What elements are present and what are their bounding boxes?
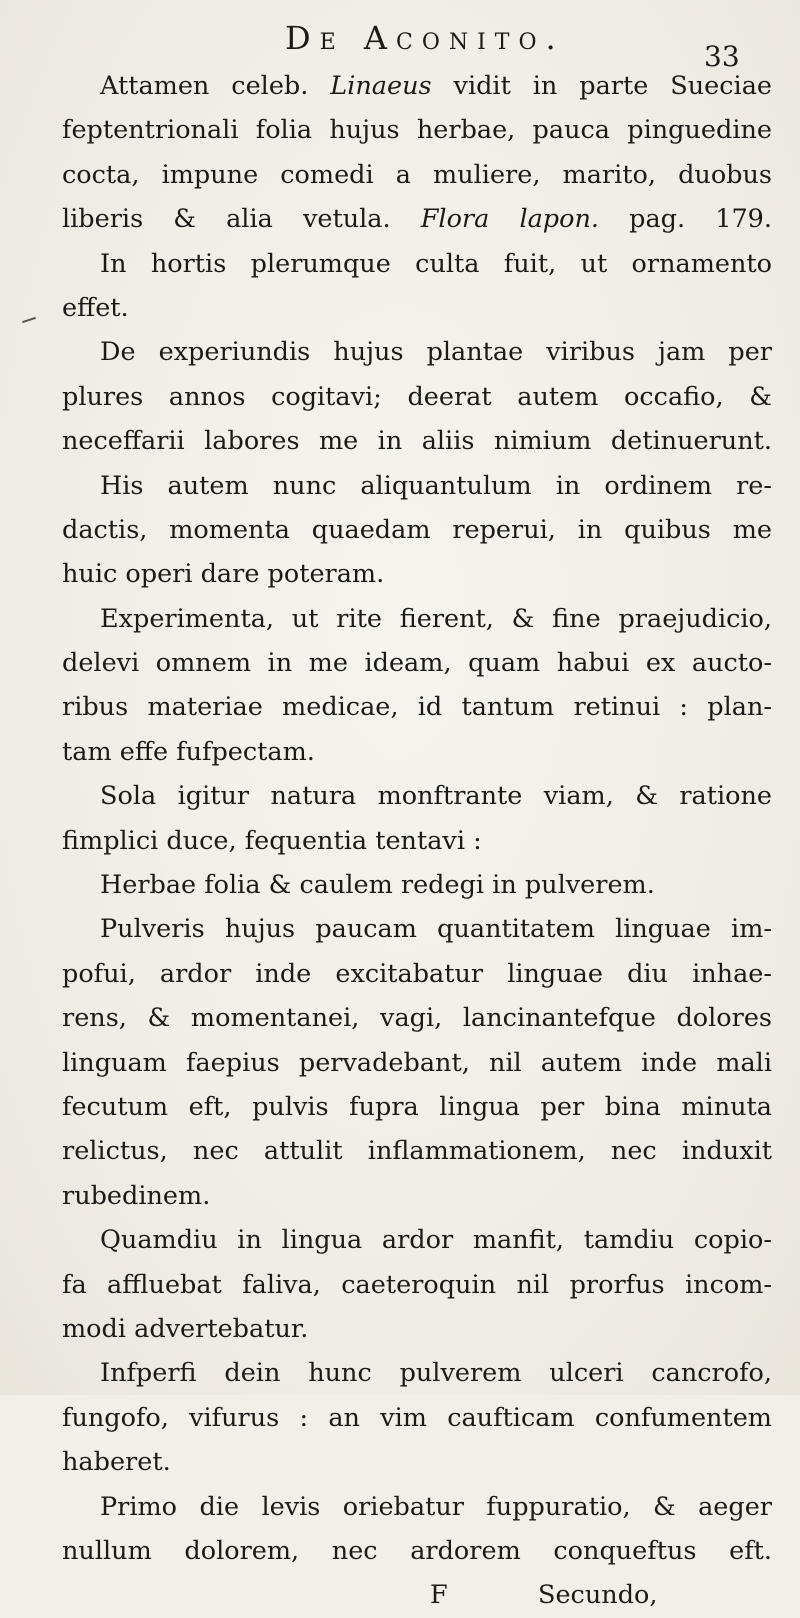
signature-mark: F bbox=[430, 1580, 448, 1611]
text-line: fungofo, vifurus : an vim caufticam confumentem bbox=[62, 1402, 772, 1433]
text-line: rubedinem. bbox=[62, 1180, 211, 1211]
text-line: fa affluebat faliva, caeteroquin nil prorfus incom- bbox=[62, 1269, 772, 1300]
text-line: ribus materiae medicae, id tantum retinui : plan- bbox=[62, 692, 772, 723]
page-footer bbox=[62, 1573, 772, 1617]
italic-reference: Flora lapon. bbox=[420, 204, 600, 235]
text-line: huic operi dare poteram. bbox=[62, 559, 385, 590]
text-line: De experiundis hujus plantae viribus jam per bbox=[100, 337, 772, 368]
text-line: Infperfi dein hunc pulverem ulceri cancrofo, bbox=[100, 1358, 772, 1389]
text-line: In hortis plerumque culta fuit, ut ornamento bbox=[100, 248, 772, 279]
text-line: cocta, impune comedi a muliere, marito, duobus bbox=[62, 159, 772, 190]
text-line: relictus, nec attulit inflammationem, nec induxit bbox=[62, 1136, 772, 1167]
text-line: rens, & momentanei, vagi, lancinantefque dolores bbox=[62, 1003, 772, 1034]
text-line: Herbae folia & caulem redegi in pulverem. bbox=[100, 870, 655, 901]
text-line: Pulveris hujus paucam quantitatem linguae im- bbox=[100, 914, 772, 945]
text-line: modi advertebatur. bbox=[62, 1313, 309, 1344]
text-line: His autem nunc aliquantulum in ordinem re- bbox=[100, 470, 772, 501]
text-line: tam effe fufpectam. bbox=[62, 736, 315, 767]
page-number: 33 bbox=[704, 40, 740, 73]
body-text bbox=[62, 64, 772, 1618]
text-line: nullum dolorem, nec ardorem conqueftus eft. bbox=[62, 1535, 772, 1566]
text-line: Quamdiu in lingua ardor manfit, tamdiu copio- bbox=[100, 1225, 772, 1256]
text-line: neceffarii labores me in aliis nimium detinuerunt. bbox=[62, 426, 772, 457]
text-line: fecutum eft, pulvis fupra lingua per bina minuta bbox=[62, 1091, 772, 1122]
text-line: pofui, ardor inde excitabatur linguae diu inhae- bbox=[62, 958, 772, 989]
running-title: De Aconito. bbox=[285, 19, 565, 57]
text-line: plures annos cogitavi; deerat autem occafio, & bbox=[62, 381, 772, 412]
catchword: Secundo, bbox=[538, 1580, 658, 1611]
page-header bbox=[0, 8, 800, 73]
text-line: Experimenta, ut rite fierent, & fine praejudicio, bbox=[100, 603, 772, 634]
text-line: Primo die levis oriebatur fuppuratio, & aeger bbox=[100, 1491, 772, 1522]
italic-reference: Linaeus bbox=[330, 71, 432, 101]
margin-mark bbox=[22, 317, 36, 323]
text-line: Attamen celeb. Linaeus vidit in parte Sueciae bbox=[100, 71, 772, 101]
text-line: dactis, momenta quaedam reperui, in quibus me bbox=[62, 514, 772, 545]
text-line: Sola igitur natura monftrante viam, & ratione bbox=[100, 781, 772, 812]
text-line: delevi omnem in me ideam, quam habui ex aucto- bbox=[62, 648, 772, 679]
text-line: liberis & alia vetula. Flora lapon. pag. 179. bbox=[62, 204, 773, 235]
text-line: haberet. bbox=[62, 1447, 171, 1478]
text-line: feptentrionali folia hujus herbae, pauca pinguedine bbox=[62, 115, 772, 146]
text-line: effet. bbox=[62, 292, 129, 323]
text-line: linguam faepius pervadebant, nil autem inde mali bbox=[62, 1047, 772, 1078]
text-line: fimplici duce, fequentia tentavi : bbox=[62, 825, 482, 856]
